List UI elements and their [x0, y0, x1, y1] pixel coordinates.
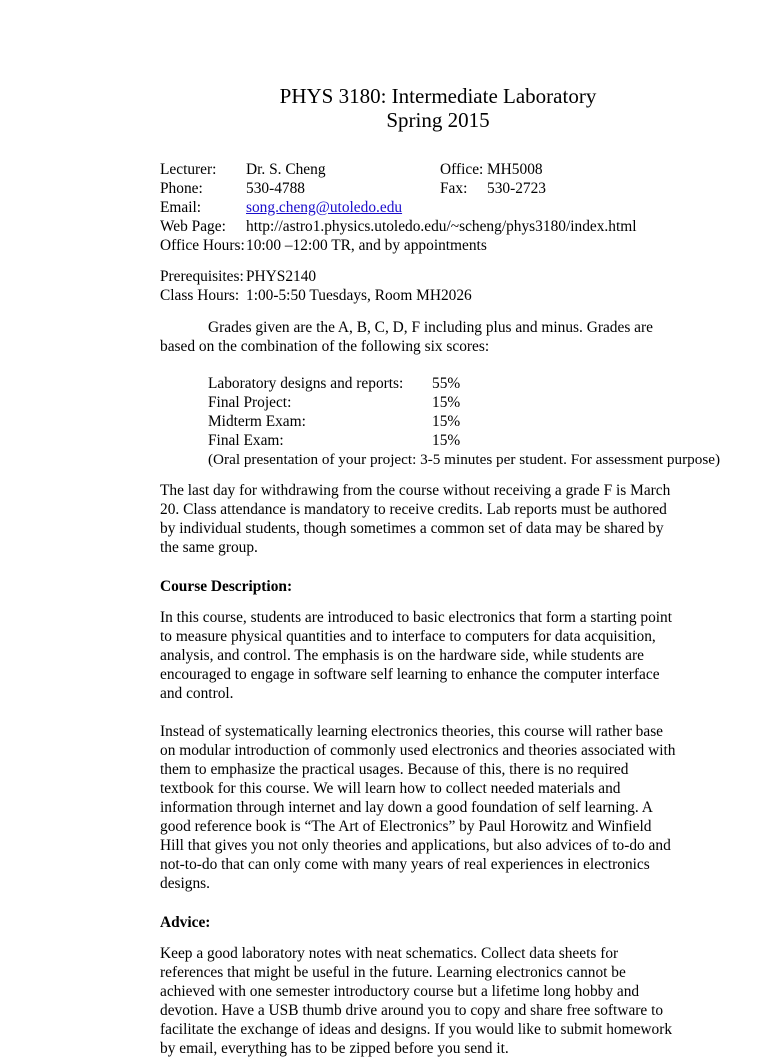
office-label: Office: [440, 161, 484, 178]
advice-heading: Advice: [160, 914, 211, 931]
class-hours-label: Class Hours: [160, 287, 240, 304]
course-description-heading: Course Description: [160, 578, 293, 595]
phone-value: 530-4788 [246, 180, 305, 197]
oral-presentation-note: (Oral presentation of your project: 3-5 minutes per student. For assessment purpose) [208, 451, 721, 468]
lecturer-label: Lecturer: [160, 161, 217, 178]
prerequisites-row [160, 267, 676, 286]
course-title: PHYS 3180: Intermediate Laboratory [279, 84, 597, 108]
phone-row [160, 179, 676, 198]
contact-info [160, 160, 676, 305]
score-row [208, 431, 676, 450]
web-value: http://astro1.physics.utoledo.edu/~scheng/phys3180/index.html [246, 218, 637, 235]
course-description-para-1: In this course, students are introduced to basic electronics that form a starting point to measure physical quantities and to interface to computers for data acquisition, analysis, and control. The emphasis is on the hardware side, while students are encouraged to engage in software self learning to enhance the computer interface and control. [160, 609, 673, 702]
score-row [208, 412, 676, 431]
score-label: Laboratory designs and reports: [208, 375, 404, 392]
phone-label: Phone: [160, 180, 203, 197]
prerequisites-label: Prerequisites: [160, 268, 244, 285]
office-hours-row [160, 236, 676, 255]
score-list [160, 374, 721, 469]
email-link[interactable]: song.cheng@utoledo.edu [246, 199, 403, 216]
score-value: 15% [432, 432, 461, 449]
score-value: 55% [432, 375, 461, 392]
lecturer-row [160, 160, 676, 179]
score-value: 15% [432, 394, 461, 411]
score-row [208, 374, 676, 393]
web-label: Web Page: [160, 218, 226, 235]
web-row [160, 217, 676, 236]
fax-value: 530-2723 [487, 180, 546, 197]
office-hours-label: Office Hours: [160, 237, 245, 254]
class-hours-row [160, 286, 676, 305]
score-row [208, 393, 676, 412]
fax-label: Fax: [440, 180, 468, 197]
score-label: Final Project: [208, 394, 292, 411]
lecturer-value: Dr. S. Cheng [246, 161, 326, 178]
page-title [160, 0, 676, 132]
office-hours-value: 10:00 –12:00 TR, and by appointments [246, 237, 487, 254]
email-label: Email: [160, 199, 202, 216]
score-label: Final Exam: [208, 432, 284, 449]
course-description-para-2: Instead of systematically learning electronics theories, this course will rather base on modular introduction of commonly used electronics and theories associated with them to emphasize the practical usages. Because of this, there is no required textbook for this course. We will learn how to collect needed materials and information through internet and lay down a good foundation of self learning. A good reference book is “The Art of Electronics” by Paul Horowitz and Winfield Hill that gives you not only theories and applications, but also advices of to-do and not-to-do that can only come with many years of real experiences in electronics designs. [160, 723, 676, 892]
advice-para: Keep a good laboratory notes with neat schematics. Collect data sheets for references that might be useful in the future. Learning electronics cannot be achieved with one semester introductory course but a lifetime long hobby and devotion. Have a USB thumb drive around you to copy and share free software to facilitate the exchange of ideas and designs. If you would like to submit homework by email, everything has to be zipped before you send it. [160, 945, 673, 1057]
office-value: MH5008 [487, 161, 543, 178]
score-value: 15% [432, 413, 461, 430]
course-term: Spring 2015 [386, 108, 490, 132]
class-hours-value: 1:00-5:50 Tuesdays, Room MH2026 [246, 287, 472, 304]
score-label: Midterm Exam: [208, 413, 306, 430]
email-row [160, 198, 676, 217]
prerequisites-value: PHYS2140 [246, 268, 317, 285]
withdraw-policy: The last day for withdrawing from the course without receiving a grade F is March 20. Class attendance is mandatory to receive credits. Lab reports must be authored by individual students, though sometimes a common set of data may be shared by the same group. [160, 482, 671, 556]
grading-intro: Grades given are the A, B, C, D, F including plus and minus. Grades are based on the combination of the following six scores: [160, 319, 653, 355]
